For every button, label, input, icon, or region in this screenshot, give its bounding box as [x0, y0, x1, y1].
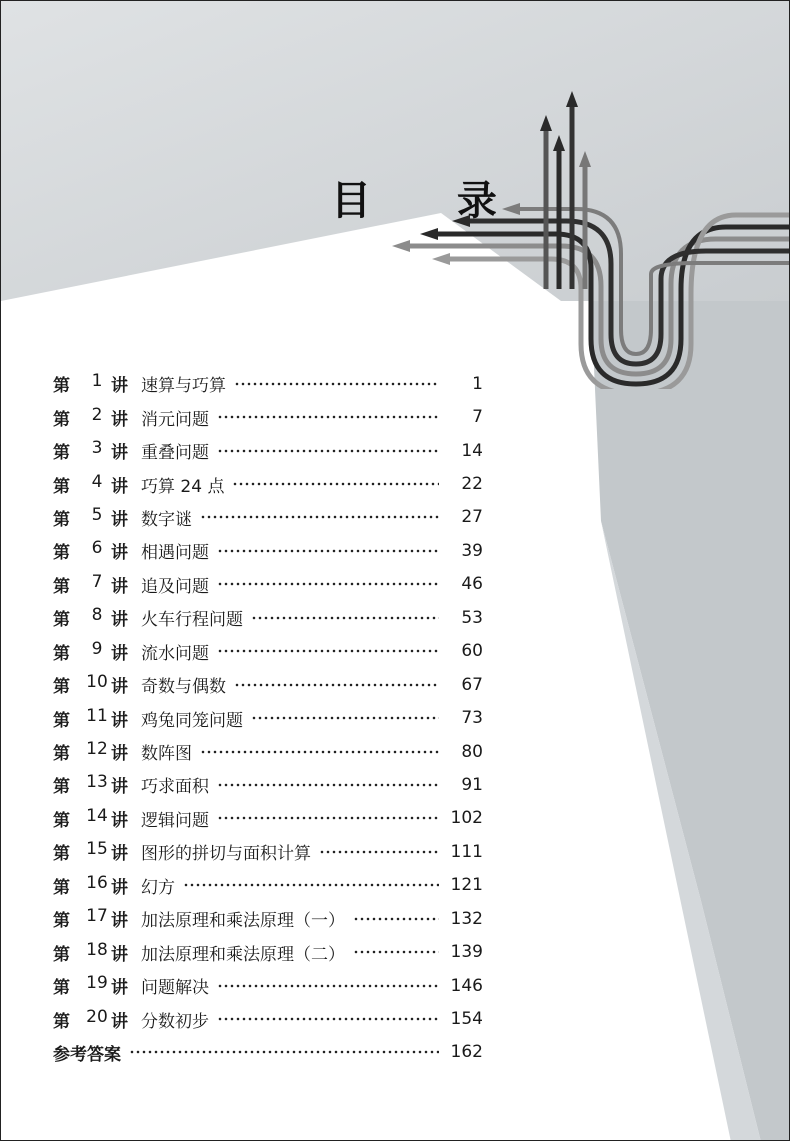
page-number: 162: [450, 1042, 483, 1063]
page-number: 80: [461, 741, 483, 762]
toc-entry[interactable]: [53, 802, 483, 835]
lesson-prefix: 第: [53, 476, 70, 497]
dot-leader: [200, 750, 439, 754]
lesson-label: [53, 505, 141, 530]
lesson-suffix: 讲: [111, 777, 128, 798]
page-number: 111: [450, 841, 483, 862]
lesson-prefix: 第: [53, 443, 70, 464]
lesson-prefix: 第: [53, 1011, 70, 1032]
lesson-prefix: 第: [53, 710, 70, 731]
lesson-number: 6: [91, 538, 103, 559]
dot-leader: [319, 850, 439, 854]
dot-leader: [353, 950, 439, 954]
lesson-suffix: 讲: [111, 710, 128, 731]
lesson-label: [53, 739, 141, 764]
dot-leader: [217, 415, 439, 419]
lesson-label: [53, 572, 141, 597]
lesson-number: 10: [86, 672, 108, 693]
lesson-suffix: 讲: [111, 543, 128, 564]
lesson-label: [53, 405, 141, 430]
lesson-title: 相遇问题: [141, 543, 209, 564]
right-gray-band: [591, 301, 790, 1141]
lesson-title: 数阵图: [141, 744, 192, 765]
lesson-number: 15: [86, 839, 108, 860]
lesson-suffix: 讲: [111, 911, 128, 932]
dot-leader: [232, 482, 439, 486]
toc-entry[interactable]: [53, 835, 483, 868]
lesson-suffix: 讲: [111, 443, 128, 464]
page-number: 91: [461, 774, 483, 795]
lesson-title: 幻方: [141, 877, 175, 898]
lesson-title: 问题解决: [141, 978, 209, 999]
lesson-title: 流水问题: [141, 643, 209, 664]
lesson-suffix: 讲: [111, 677, 128, 698]
toc-entry[interactable]: [53, 935, 483, 968]
lesson-title: 奇数与偶数: [141, 677, 226, 698]
lesson-number: 19: [86, 973, 108, 994]
lesson-prefix: 第: [53, 810, 70, 831]
toc-entry[interactable]: [53, 768, 483, 801]
lesson-title: 速算与巧算: [141, 376, 226, 397]
dot-leader: [217, 783, 439, 787]
lesson-number: 20: [86, 1006, 108, 1027]
lesson-suffix: 讲: [111, 509, 128, 530]
lesson-title: 加法原理和乘法原理（二）: [141, 944, 345, 965]
lesson-label: [53, 438, 141, 463]
lesson-label: [53, 472, 141, 497]
lesson-label: [53, 839, 141, 864]
answers-title: 参考答案: [53, 1044, 121, 1065]
lesson-number: 18: [86, 939, 108, 960]
toc-entry[interactable]: [53, 400, 483, 433]
lesson-prefix: 第: [53, 877, 70, 898]
lesson-number: 5: [91, 504, 103, 525]
lesson-label: [53, 906, 141, 931]
page-number: 39: [461, 540, 483, 561]
page-number: 27: [461, 507, 483, 528]
lesson-prefix: 第: [53, 576, 70, 597]
page-number: 60: [461, 641, 483, 662]
toc-entry[interactable]: [53, 1002, 483, 1035]
lesson-number: 16: [86, 872, 108, 893]
toc-entry[interactable]: [53, 701, 483, 734]
page-number: 14: [461, 440, 483, 461]
page-number: 53: [461, 607, 483, 628]
toc-entry[interactable]: [53, 635, 483, 668]
lesson-label: [53, 1007, 141, 1032]
lesson-prefix: 第: [53, 777, 70, 798]
page-number: 154: [450, 1009, 483, 1030]
lesson-suffix: 讲: [111, 576, 128, 597]
toc-entry[interactable]: [53, 668, 483, 701]
lesson-label: [53, 672, 141, 697]
lesson-label: [53, 772, 141, 797]
page-number: 22: [461, 474, 483, 495]
lesson-title: 逻辑问题: [141, 810, 209, 831]
lesson-suffix: 讲: [111, 643, 128, 664]
dot-leader: [234, 382, 439, 386]
toc-entry[interactable]: [53, 467, 483, 500]
lesson-prefix: 第: [53, 543, 70, 564]
lesson-title: 图形的拼切与面积计算: [141, 844, 311, 865]
lesson-label: [53, 940, 141, 965]
lesson-prefix: 第: [53, 677, 70, 698]
lesson-label: [53, 873, 141, 898]
table-of-contents: [53, 367, 483, 1069]
lesson-number: 12: [86, 739, 108, 760]
lesson-label: [53, 538, 141, 563]
lesson-title: 重叠问题: [141, 443, 209, 464]
dot-leader: [217, 1017, 439, 1021]
lesson-title: 鸡兔同笼问题: [141, 710, 243, 731]
lesson-suffix: 讲: [111, 978, 128, 999]
lesson-title: 分数初步: [141, 1011, 209, 1032]
toc-entry[interactable]: [53, 869, 483, 902]
lesson-title: 巧算 24 点: [141, 476, 225, 497]
lesson-prefix: 第: [53, 978, 70, 999]
dot-leader: [217, 649, 439, 653]
lesson-suffix: 讲: [111, 1011, 128, 1032]
dot-leader: [217, 984, 439, 988]
lesson-number: 8: [91, 605, 103, 626]
toc-entry[interactable]: [53, 902, 483, 935]
lesson-title: 数字谜: [141, 509, 192, 530]
lesson-title: 追及问题: [141, 576, 209, 597]
lesson-number: 9: [91, 638, 103, 659]
lesson-prefix: 第: [53, 409, 70, 430]
lesson-title: 巧求面积: [141, 777, 209, 798]
toc-entry-answers[interactable]: [53, 1036, 483, 1069]
lesson-suffix: 讲: [111, 944, 128, 965]
lesson-prefix: 第: [53, 944, 70, 965]
lesson-prefix: 第: [53, 643, 70, 664]
lesson-prefix: 第: [53, 610, 70, 631]
dot-leader: [217, 549, 439, 553]
lesson-prefix: 第: [53, 911, 70, 932]
lesson-number: 3: [91, 438, 103, 459]
page-number: 132: [450, 908, 483, 929]
dot-leader: [234, 683, 439, 687]
lesson-prefix: 第: [53, 844, 70, 865]
lesson-label: [53, 973, 141, 998]
toc-entry[interactable]: [53, 367, 483, 400]
page-number: 146: [450, 975, 483, 996]
toc-entry[interactable]: [53, 501, 483, 534]
page-number: 121: [450, 875, 483, 896]
lesson-prefix: 第: [53, 376, 70, 397]
decorative-arrows-graphic: [386, 89, 790, 389]
page-title: 目 录: [331, 178, 533, 224]
dot-leader: [217, 816, 439, 820]
lesson-number: 17: [86, 906, 108, 927]
dot-leader: [129, 1050, 439, 1054]
lesson-suffix: 讲: [111, 409, 128, 430]
dot-leader: [217, 582, 439, 586]
toc-entry[interactable]: [53, 735, 483, 768]
lesson-suffix: 讲: [111, 844, 128, 865]
page-number: 102: [450, 808, 483, 829]
lesson-label: [53, 806, 141, 831]
toc-entry[interactable]: [53, 601, 483, 634]
lesson-suffix: 讲: [111, 877, 128, 898]
page-number: 73: [461, 708, 483, 729]
page-number: 46: [461, 574, 483, 595]
dot-leader: [353, 917, 439, 921]
lesson-number: 4: [91, 471, 103, 492]
lesson-suffix: 讲: [111, 376, 128, 397]
toc-entry[interactable]: [53, 534, 483, 567]
dot-leader: [217, 449, 439, 453]
lesson-title: 消元问题: [141, 409, 209, 430]
lesson-suffix: 讲: [111, 810, 128, 831]
lesson-suffix: 讲: [111, 476, 128, 497]
lesson-number: 2: [91, 404, 103, 425]
lesson-prefix: 第: [53, 744, 70, 765]
page-number: 1: [472, 373, 483, 394]
lesson-number: 7: [91, 571, 103, 592]
lesson-number: 11: [86, 705, 108, 726]
page-number: 7: [472, 407, 483, 428]
lesson-title: 加法原理和乘法原理（一）: [141, 911, 345, 932]
lesson-label: [53, 706, 141, 731]
toc-entry[interactable]: [53, 434, 483, 467]
dot-leader: [200, 515, 439, 519]
toc-entry[interactable]: [53, 568, 483, 601]
lesson-title: 火车行程问题: [141, 610, 243, 631]
dot-leader: [251, 616, 439, 620]
dot-leader: [251, 716, 439, 720]
lesson-suffix: 讲: [111, 744, 128, 765]
lesson-number: 14: [86, 805, 108, 826]
lesson-label: [53, 639, 141, 664]
lesson-prefix: 第: [53, 509, 70, 530]
toc-entry[interactable]: [53, 969, 483, 1002]
lesson-suffix: 讲: [111, 610, 128, 631]
lesson-number: 13: [86, 772, 108, 793]
lesson-label: [53, 371, 141, 396]
lesson-number: 1: [91, 371, 103, 392]
dot-leader: [183, 883, 439, 887]
page-number: 67: [461, 674, 483, 695]
page-number: 139: [450, 942, 483, 963]
lesson-label: [53, 605, 141, 630]
